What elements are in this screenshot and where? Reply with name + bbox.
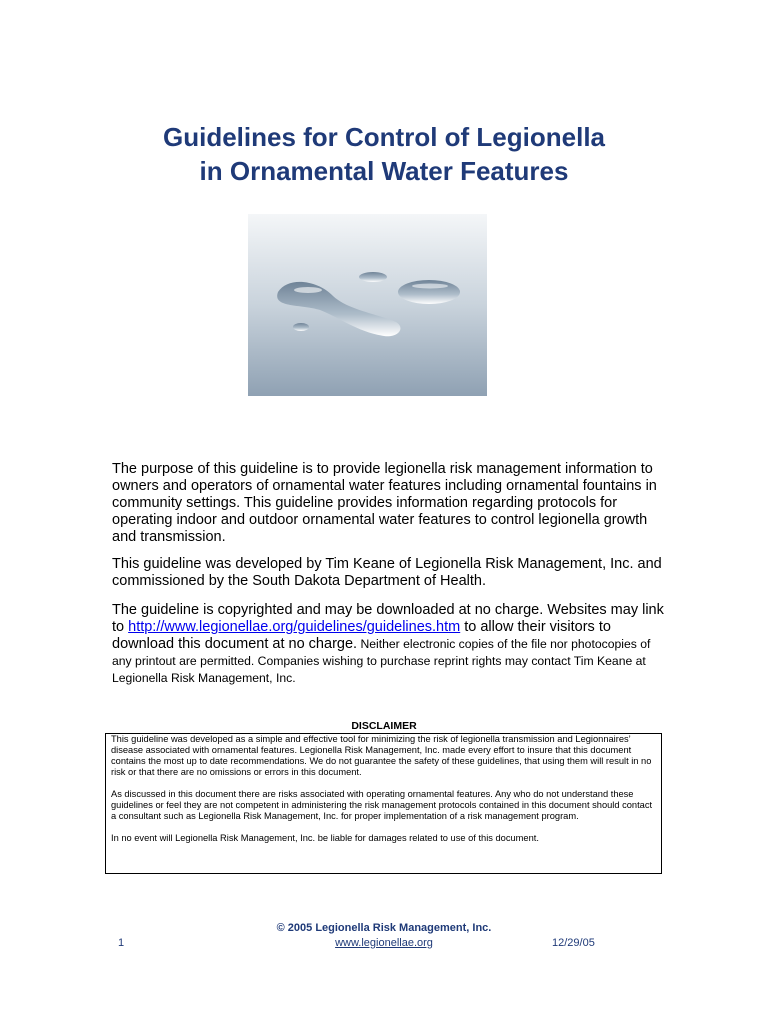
author-paragraph: This guideline was developed by Tim Keane of Legionella Risk Management, Inc. and commissioned by the South Dakota Department of Health. bbox=[112, 556, 662, 589]
disclaimer-paragraph-2: As discussed in this document there are risks associated with operating ornamental features. Any who do not understand these guidelines or feel they are not competent in administering the risk management protocols contained in this document should contact a consultant such as Legionella Risk Management, Inc. for proper implementation of a risk management program. bbox=[111, 789, 653, 821]
disclaimer-heading: DISCLAIMER bbox=[351, 720, 417, 732]
title-line-1: Guidelines for Control of Legionella bbox=[162, 122, 605, 152]
copyright-paragraph bbox=[112, 602, 672, 687]
disclaimer-box bbox=[105, 733, 662, 874]
page-title bbox=[0, 120, 768, 188]
page-number: 1 bbox=[118, 937, 125, 949]
footer-copyright: © 2005 Legionella Risk Management, Inc. bbox=[276, 922, 492, 934]
copyright-restrictions-text: Neither electronic copies of the file nor photocopies of any printout are permitted. Companies wishing to purchase reprint rights may contact Tim Keane at Legionella Risk Management, Inc. bbox=[112, 637, 651, 685]
footer-date: 12/29/05 bbox=[552, 937, 595, 949]
disclaimer-paragraph-3: In no event will Legionella Risk Management, Inc. be liable for damages related to use of this document. bbox=[111, 833, 539, 843]
water-droplets-image bbox=[248, 214, 487, 396]
copyright-text-2: to allow their visitors to download this document at no charge. bbox=[112, 619, 611, 652]
title-line-2: in Ornamental Water Features bbox=[199, 156, 569, 186]
website-link[interactable]: www.legionellae.org bbox=[335, 937, 433, 949]
copyright-text-1: The guideline is copyrighted and may be downloaded at no charge. Websites may link to bbox=[112, 602, 664, 635]
water-droplets-icon bbox=[248, 214, 487, 396]
purpose-paragraph: The purpose of this guideline is to provide legionella risk management information to owners and operators of ornamental water features including ornamental fountains in community settings. This guideline provides information regarding protocols for operating indoor and outdoor ornamental water features to control legionella growth and transmission. bbox=[112, 461, 657, 545]
disclaimer-paragraph-1: This guideline was developed as a simple and effective tool for minimizing the risk of legionella transmission and Legionnaires’ disease associated with ornamental features. Legionella Risk Management, Inc. made every effort to insure that this document contains the most up to date recommendations. We do not guarantee the safety of these guidelines, that using them will result in no risk or that there are no omissions or errors in this document. bbox=[111, 734, 652, 777]
guidelines-link[interactable]: http://www.legionellae.org/guidelines/guidelines.htm bbox=[128, 619, 461, 635]
footer-website bbox=[0, 937, 768, 949]
